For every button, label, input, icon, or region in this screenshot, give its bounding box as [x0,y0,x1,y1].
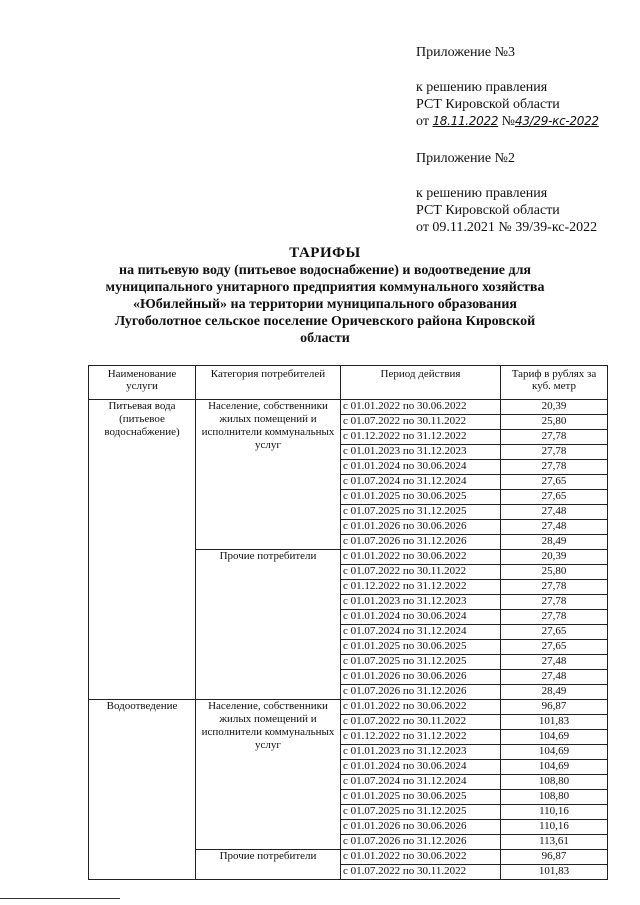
table-row [89,400,608,415]
period-cell: с 01.01.2025 по 30.06.2025 [341,490,501,505]
period-cell: с 01.01.2026 по 30.06.2026 [341,670,501,685]
tariff-table [88,365,608,880]
appendix-3-from: от [416,114,429,129]
period-cell: с 01.12.2022 по 31.12.2022 [341,730,501,745]
tariff-cell: 28,49 [501,685,608,700]
heading-line2: муниципального унитарного предприятия коммунального хозяйства [105,280,545,295]
service-cell-wastewater: Водоотведение [89,700,196,880]
tariff-cell: 27,48 [501,505,608,520]
tariff-cell: 27,65 [501,475,608,490]
tariff-cell: 104,69 [501,730,608,745]
tariff-cell: 110,16 [501,820,608,835]
period-cell: с 01.07.2025 по 31.12.2025 [341,655,501,670]
period-cell: с 01.01.2022 по 30.06.2022 [341,700,501,715]
tariff-cell: 96,87 [501,850,608,865]
period-cell: с 01.07.2026 по 31.12.2026 [341,535,501,550]
period-cell: с 01.12.2022 по 31.12.2022 [341,430,501,445]
footnote-divider [0,898,120,899]
category-cell: Население, собственники жилых помещений и исполнители коммунальных услуг [196,400,341,550]
period-cell: с 01.07.2024 по 31.12.2024 [341,475,501,490]
period-cell: с 01.07.2025 по 31.12.2025 [341,505,501,520]
appendix-3-block [416,44,599,130]
period-cell: с 01.01.2025 по 30.06.2025 [341,790,501,805]
heading-line5: области [300,331,350,346]
tariff-cell: 27,65 [501,640,608,655]
period-cell: с 01.01.2026 по 30.06.2026 [341,520,501,535]
header-period: Период действия [341,366,501,400]
appendix-2-line2: РСТ Кировской области [416,203,560,218]
tariff-cell: 27,48 [501,655,608,670]
tariff-cell: 101,83 [501,715,608,730]
period-cell: с 01.01.2026 по 30.06.2026 [341,820,501,835]
appendix-2-block [416,150,597,236]
tariff-cell: 27,48 [501,520,608,535]
period-cell: с 01.01.2022 по 30.06.2022 [341,550,501,565]
tariff-cell: 108,80 [501,790,608,805]
heading-line1: на питьевую воду (питьевое водоснабжение) и водоотведение для [119,263,531,278]
appendix-2-title: Приложение №2 [416,151,515,166]
period-cell: с 01.01.2024 по 30.06.2024 [341,460,501,475]
table-header-row [89,366,608,400]
tariff-cell: 108,80 [501,775,608,790]
header-service: Наименование услуги [89,366,196,400]
tariff-cell: 27,78 [501,430,608,445]
period-cell: с 01.07.2026 по 31.12.2026 [341,685,501,700]
appendix-2-line1: к решению правления [416,186,548,201]
tariff-cell: 96,87 [501,700,608,715]
period-cell: с 01.07.2024 по 31.12.2024 [341,775,501,790]
handwritten-number: 43/29-кс-2022 [515,114,599,128]
period-cell: с 01.01.2024 по 30.06.2024 [341,610,501,625]
tariff-cell: 27,78 [501,595,608,610]
tariff-cell: 104,69 [501,745,608,760]
period-cell: с 01.01.2023 по 31.12.2023 [341,445,501,460]
service-cell-water: Питьевая вода (питьевое водоснабжение) [89,400,196,700]
period-cell: с 01.01.2024 по 30.06.2024 [341,760,501,775]
tariff-cell: 20,39 [501,550,608,565]
handwritten-date: 18.11.2022 [432,114,499,128]
table-row [89,700,608,715]
tariff-cell: 27,78 [501,460,608,475]
appendix-3-line2: РСТ Кировской области [416,97,560,112]
appendix-2-line3: от 09.11.2021 № 39/39-кс-2022 [416,220,598,235]
heading-line4: Лугоболотное сельское поселение Оричевского района Кировской [114,314,536,329]
appendix-3-line3 [416,113,599,130]
period-cell: с 01.07.2024 по 31.12.2024 [341,625,501,640]
document-heading [80,245,570,347]
appendix-3-line1: к решению правления [416,80,548,95]
period-cell: с 01.07.2022 по 30.11.2022 [341,865,501,880]
tariff-cell: 27,78 [501,445,608,460]
tariff-cell: 20,39 [501,400,608,415]
period-cell: с 01.01.2023 по 31.12.2023 [341,745,501,760]
period-cell: с 01.07.2022 по 30.11.2022 [341,415,501,430]
header-category: Категория потребителей [196,366,341,400]
period-cell: с 01.12.2022 по 31.12.2022 [341,580,501,595]
tariff-cell: 101,83 [501,865,608,880]
tariff-cell: 27,65 [501,490,608,505]
table-body [89,400,608,880]
period-cell: с 01.01.2023 по 31.12.2023 [341,595,501,610]
tariff-cell: 25,80 [501,415,608,430]
category-cell: Прочие потребители [196,550,341,700]
tariff-cell: 27,78 [501,610,608,625]
heading-title: ТАРИФЫ [289,245,361,261]
tariff-cell: 110,16 [501,805,608,820]
tariff-cell: 113,61 [501,835,608,850]
appendix-3-title: Приложение №3 [416,45,515,60]
header-tariff: Тариф в рублях за куб. метр [501,366,608,400]
period-cell: с 01.07.2025 по 31.12.2025 [341,805,501,820]
tariff-cell: 27,65 [501,625,608,640]
period-cell: с 01.07.2026 по 31.12.2026 [341,835,501,850]
tariff-cell: 25,80 [501,565,608,580]
period-cell: с 01.07.2022 по 30.11.2022 [341,715,501,730]
tariff-cell: 104,69 [501,760,608,775]
period-cell: с 01.01.2022 по 30.06.2022 [341,400,501,415]
tariff-cell: 27,48 [501,670,608,685]
category-cell: Прочие потребители [196,850,341,880]
tariff-cell: 27,78 [501,580,608,595]
heading-line3: «Юбилейный» на территории муниципального образования [132,297,517,312]
period-cell: с 01.01.2022 по 30.06.2022 [341,850,501,865]
category-cell: Население, собственники жилых помещений и исполнители коммунальных услуг [196,700,341,850]
tariff-cell: 28,49 [501,535,608,550]
appendix-3-no: № [501,114,516,129]
period-cell: с 01.01.2025 по 30.06.2025 [341,640,501,655]
period-cell: с 01.07.2022 по 30.11.2022 [341,565,501,580]
